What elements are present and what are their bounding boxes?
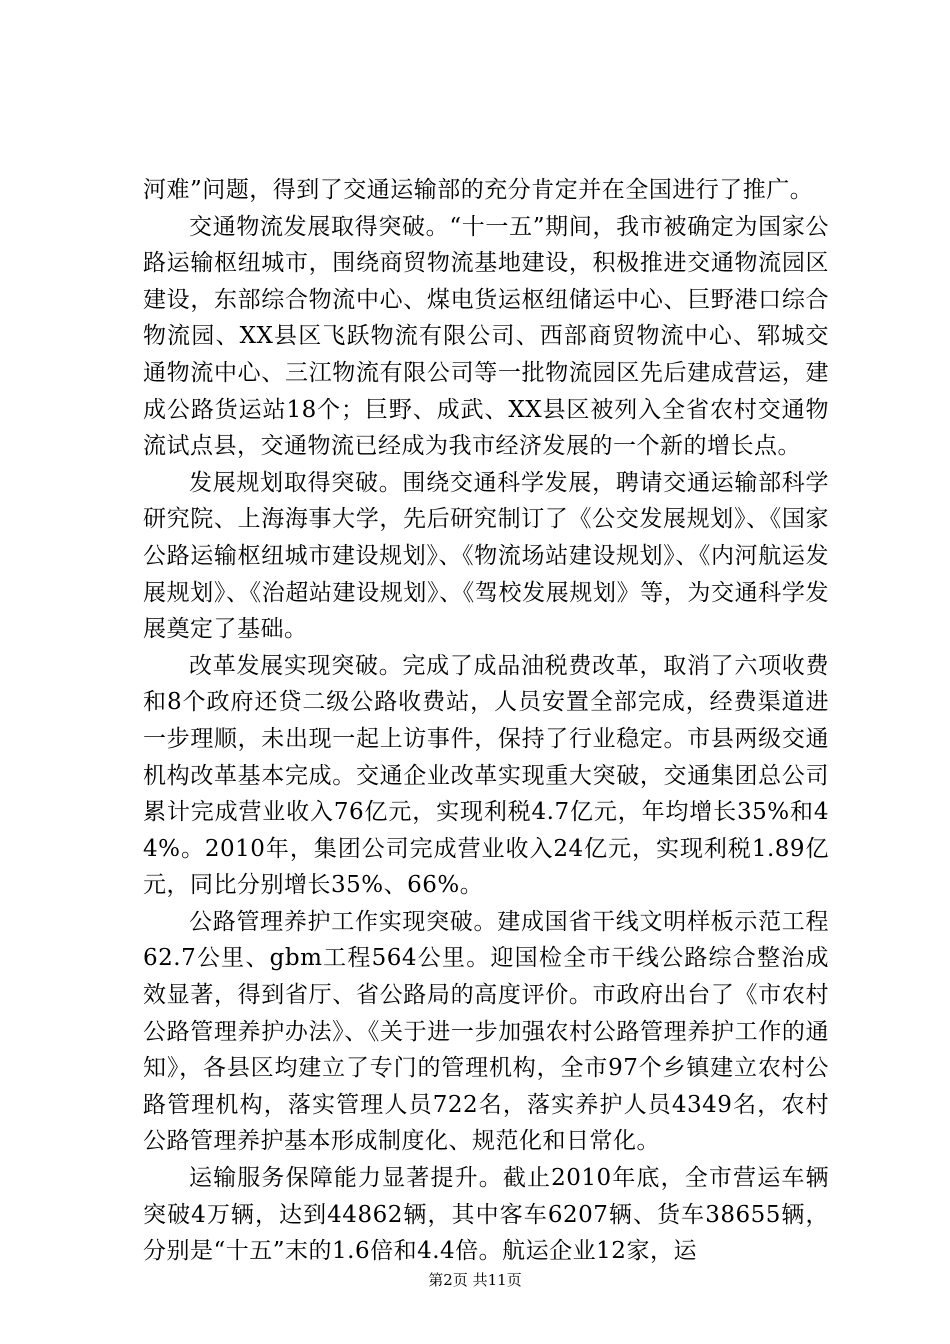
paragraph-transport-service: 运输服务保障能力显著提升。截止2010年底，全市营运车辆突破4万辆，达到44862辆，其中客车6207辆、货车38655辆，分别是“十五”末的1.6倍和4.4倍。航运企业12家，运 bbox=[143, 1165, 829, 1265]
paragraph-continued: 河难”问题，得到了交通运输部的充分肯定并在全国进行了推广。 bbox=[143, 177, 814, 203]
paragraph-road-maintenance: 公路管理养护工作实现突破。建成国省干线文明样板示范工程62.7公里、gbm工程564公里。迎国检全市干线公路综合整治成效显著，得到省厅、省公路局的高度评价。市政府出台了《市农村公路管理养护办法》、《关于进一步加强农村公路管理养护工作的通知》，各县区均建立了专门的管理机构，全市97个乡镇建立农村公路管理机构，落实管理人员722名，落实养护人员4349名，农村公路管理养护基本形成制度化、规范化和日常化。 bbox=[143, 908, 829, 1155]
paragraph-planning: 发展规划取得突破。围绕交通科学发展，聘请交通运输部科学研究院、上海海事大学，先后研究制订了《公交发展规划》、《国家公路运输枢纽城市建设规划》、《物流场站建设规划》、《内河航运发展规划》、《治超站建设规划》、《驾校发展规划》等，为交通科学发展奠定了基础。 bbox=[143, 469, 829, 643]
paragraph-logistics: 交通物流发展取得突破。“十一五”期间，我市被确定为国家公路运输枢纽城市，围绕商贸物流基地建设，积极推进交通物流园区建设，东部综合物流中心、煤电货运枢纽储运中心、巨野港口综合物流园、XX县区飞跃物流有限公司、西部商贸物流中心、郓城交通物流中心、三江物流有限公司等一批物流园区先后建成营运，建成公路货运站18个；巨野、成武、XX县区被列入全省农村交通物流试点县，交通物流已经成为我市经济发展的一个新的增长点。 bbox=[143, 213, 829, 460]
page-number: 第2页 共11页 bbox=[428, 1271, 522, 1289]
paragraph-reform: 改革发展实现突破。完成了成品油税费改革，取消了六项收费和8个政府还贷二级公路收费站，人员安置全部完成，经费渠道进一步理顺，未出现一起上访事件，保持了行业稳定。市县两级交通机构改革基本完成。交通企业改革实现重大突破，交通集团总公司累计完成营业收入76亿元，实现利税4.7亿元，年均增长35%和44%。2010年，集团公司完成营业收入24亿元，实现利税1.89亿元，同比分别增长35%、66%。 bbox=[143, 652, 829, 899]
document-body bbox=[143, 172, 829, 1270]
page-footer bbox=[0, 1270, 950, 1290]
